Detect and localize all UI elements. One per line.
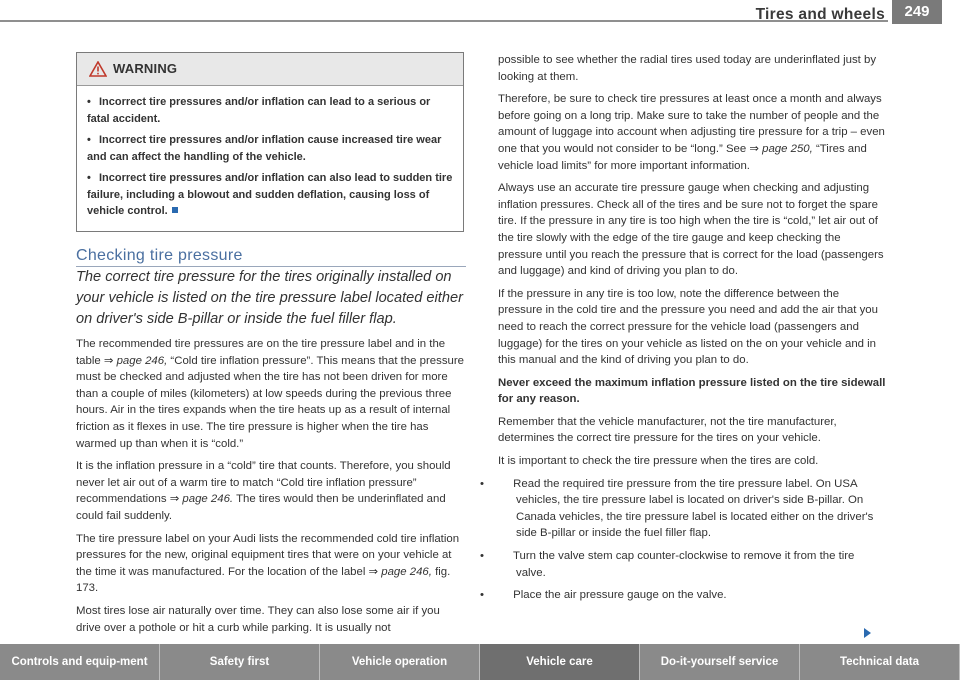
paragraph: If the pressure in any tire is too low, note the difference between the pressure in the cold tire and the pressure you need and add the air that you need to reach the correct pressure for the vehicle load (passengers and luggage) for the tires on your vehicle as listed on the on your vehicle and in this manual and the kind of driving you plan to do. [498, 287, 878, 367]
nav-tab-technical[interactable]: Technical data [800, 644, 960, 680]
page-link[interactable]: page 246, [116, 354, 168, 367]
warning-body [77, 86, 463, 231]
warning-item: • Incorrect tire pressures and/or inflation cause increased tire wear and can affect the handling of the vehicle. [87, 134, 442, 163]
paragraph: Always use an accurate tire pressure gauge when checking and adjusting inflation pressures. Check all of the tires and be sure not to forget the spare tire. If the pressure in any tire is too high when the tire is “cold,” let air out of the tire slowly with the edge of the tire gauge and keep checking the pressure until you reach the pressure that is correct for the load (passengers and luggage) and kind of driving you plan to do. [498, 182, 884, 278]
warning-item: • Incorrect tire pressures and/or inflation can lead to a serious or fatal accident. [87, 96, 431, 125]
warning-box [76, 52, 464, 232]
warning-title: WARNING [113, 60, 178, 76]
bold-note: Never exceed the maximum inflation pressure listed on the tire sidewall for any reason. [498, 376, 886, 406]
bottom-nav [0, 644, 960, 680]
left-column [76, 52, 464, 642]
step-item: • Read the required tire pressure from the tire pressure label. On USA vehicles, the tire pressure label is located on driver's side B-pillar. On Canada vehicles, the tire pressure label is located either on the driver's side B-pillar or inside the fuel filler flap. [480, 477, 874, 540]
paragraph: It is important to check the tire pressure when the tires are cold. [498, 455, 819, 468]
step-item: • Place the air pressure gauge on the valve. [480, 589, 727, 602]
nav-tab-controls[interactable]: Controls and equip-ment [0, 644, 160, 680]
section-title: Tires and wheels [755, 6, 885, 23]
nav-tab-operation[interactable]: Vehicle operation [320, 644, 480, 680]
right-column [480, 52, 886, 610]
nav-tab-diy[interactable]: Do-it-yourself service [640, 644, 800, 680]
paragraph: It is the inflation pressure in a “cold” tire that counts. Therefore, you should never let air out of a warm tire to match “Cold tire inflation pressure” recommendations ⇒ page 246. The tires would then be underinflated and could fail suddenly. [76, 460, 451, 523]
warning-item: • Incorrect tire pressures and/or inflation can also lead to sudden tire failure, including a blowout and sudden deflation, causing loss of vehicle control. [87, 172, 453, 217]
paragraph: The recommended tire pressures are on the tire pressure label and in the table ⇒ page 246, “Cold tire inflation pressure”. This means that the pressure must be checked and adjusted when the tire has not been driven for more than a couple of miles (kilometers) at low speeds during the previous three hours. Air in the tires expands when the tire heats up as a result of internal friction as it flexes in use. The tire pressure is higher when the tire has warmed up than when it is “cold.” [76, 338, 464, 450]
page-link[interactable]: page 250, [762, 142, 813, 155]
section-heading: Checking tire pressure [76, 248, 466, 268]
nav-tab-safety[interactable]: Safety first [160, 644, 320, 680]
step-item: • Turn the valve stem cap counter-clockwise to remove it from the tire valve. [480, 550, 855, 579]
paragraph: possible to see whether the radial tires used today are underinflated just by looking at them. [498, 54, 877, 83]
paragraph: Remember that the vehicle manufacturer, not the tire manufacturer, determines the correct tire pressure for the tires on your vehicle. [498, 415, 837, 445]
paragraph: Most tires lose air naturally over time. They can also lose some air if you drive over a pothole or hit a curb while parking. It is usually not [76, 605, 440, 634]
paragraph: Therefore, be sure to check tire pressures at least once a month and always before going on a long trip. Make sure to take the number of people and the amount of luggage into account when adjusting tire pressure for a trip – even one that you would not consider to be “long.” See ⇒ page 250, “Tires and vehicle load limits” for more important information. [498, 93, 885, 172]
warning-triangle-icon [89, 61, 107, 77]
page-link[interactable]: page 246, [381, 565, 432, 578]
paragraph: The tire pressure label on your Audi lists the recommended cold tire inflation pressures for the new, original equipment tires that were on your vehicle at the time it was manufactured. For the location of the label ⇒ page 246, fig. 173. [76, 532, 460, 595]
continue-arrow-icon [864, 628, 871, 638]
page-link[interactable]: page 246. [182, 493, 234, 506]
end-mark-icon [172, 207, 178, 213]
page-number: 249 [892, 0, 942, 24]
lead-paragraph: The correct tire pressure for the tires originally installed on your vehicle is listed on the tire pressure label located either on driver's side B-pillar or inside the fuel filler flap. [76, 269, 463, 328]
warning-header [77, 53, 463, 86]
nav-tab-care[interactable]: Vehicle care [480, 644, 640, 680]
